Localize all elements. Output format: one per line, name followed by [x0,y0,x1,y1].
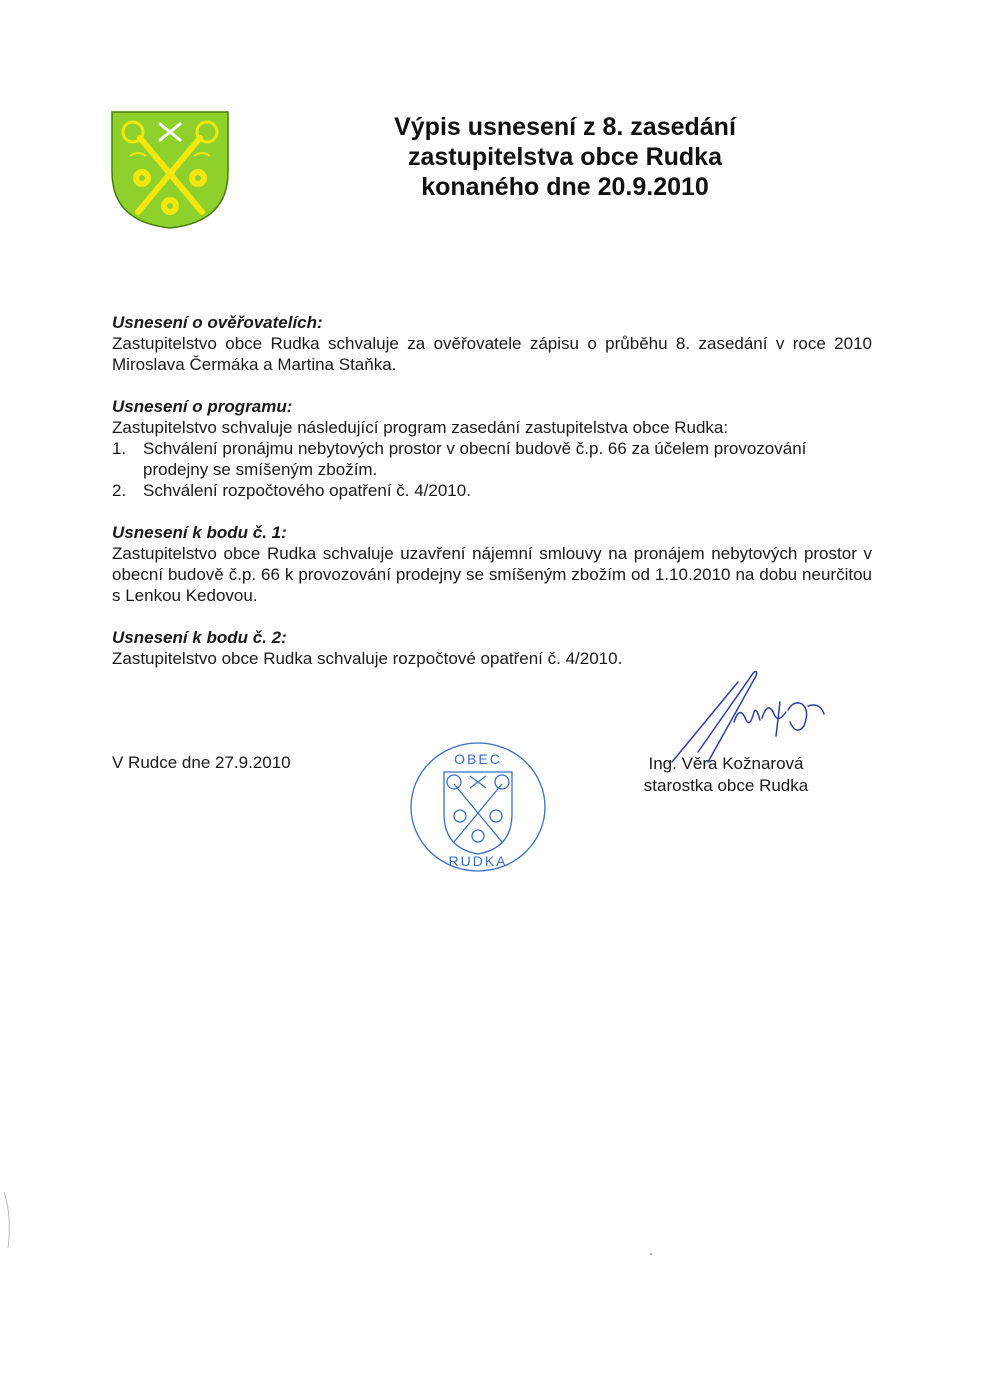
section-heading: Usnesení k bodu č. 2: [112,628,287,647]
section-heading: Usnesení o ověřovatelích: [112,313,323,332]
section-heading: Usnesení o programu: [112,397,293,416]
list-item-text: Schválení pronájmu nebytových prostor v obecní budově č.p. 66 za účelem provozování prodejny se smíšeným zbožím. [143,439,807,479]
resolutions-body [112,312,872,690]
list-item [112,480,872,501]
signer-role: starostka obce Rudka [643,776,809,795]
section-text: Zastupitelstvo obce Rudka schvaluje uzavření nájemní smlouvy na pronájem nebytových prostor v obecní budově č.p. 66 k provozování prodejny se smíšeným zbožím od 1.10.2010 na dobu neurčitou s Lenkou Kedovou. [112,544,872,605]
stamp-bottom-text: RUDKA [448,853,508,869]
list-item-number: 2. [112,481,127,500]
list-item [112,438,872,480]
section-heading: Usnesení k bodu č. 1: [112,523,287,542]
scan-speck [650,1253,652,1255]
stamp-top-text: OBEC [454,751,502,767]
official-stamp-icon [406,738,550,876]
scan-edge-mark [0,1190,20,1250]
place-and-date: V Rudce dne 27.9.2010 [112,753,291,772]
resolution-verifiers [112,312,872,375]
signer-block [636,753,816,797]
resolution-program [112,396,872,501]
signer-name: Ing. Věra Kožnarová [648,754,804,773]
title-line: Výpis usnesení z 8. zasedání [394,113,736,141]
list-item-text: Schválení rozpočtového opatření č. 4/2010. [143,481,471,500]
section-text: Zastupitelstvo obce Rudka schvaluje za ověřovatele zápisu o průběhu 8. zasedání v roce 2010 Miroslava Čermáka a Martina Staňka. [112,334,872,374]
section-text: Zastupitelstvo obce Rudka schvaluje rozpočtové opatření č. 4/2010. [112,649,623,668]
document-title [330,112,800,202]
list-item-number: 1. [112,439,127,458]
section-text: Zastupitelstvo schvaluje následující program zasedání zastupitelstva obce Rudka: [112,418,729,437]
resolution-item-1 [112,522,872,606]
title-line: zastupitelstva obce Rudka [408,143,722,171]
coat-of-arms-icon [110,110,230,230]
program-list [112,438,872,501]
title-line: konaného dne 20.9.2010 [421,173,709,201]
